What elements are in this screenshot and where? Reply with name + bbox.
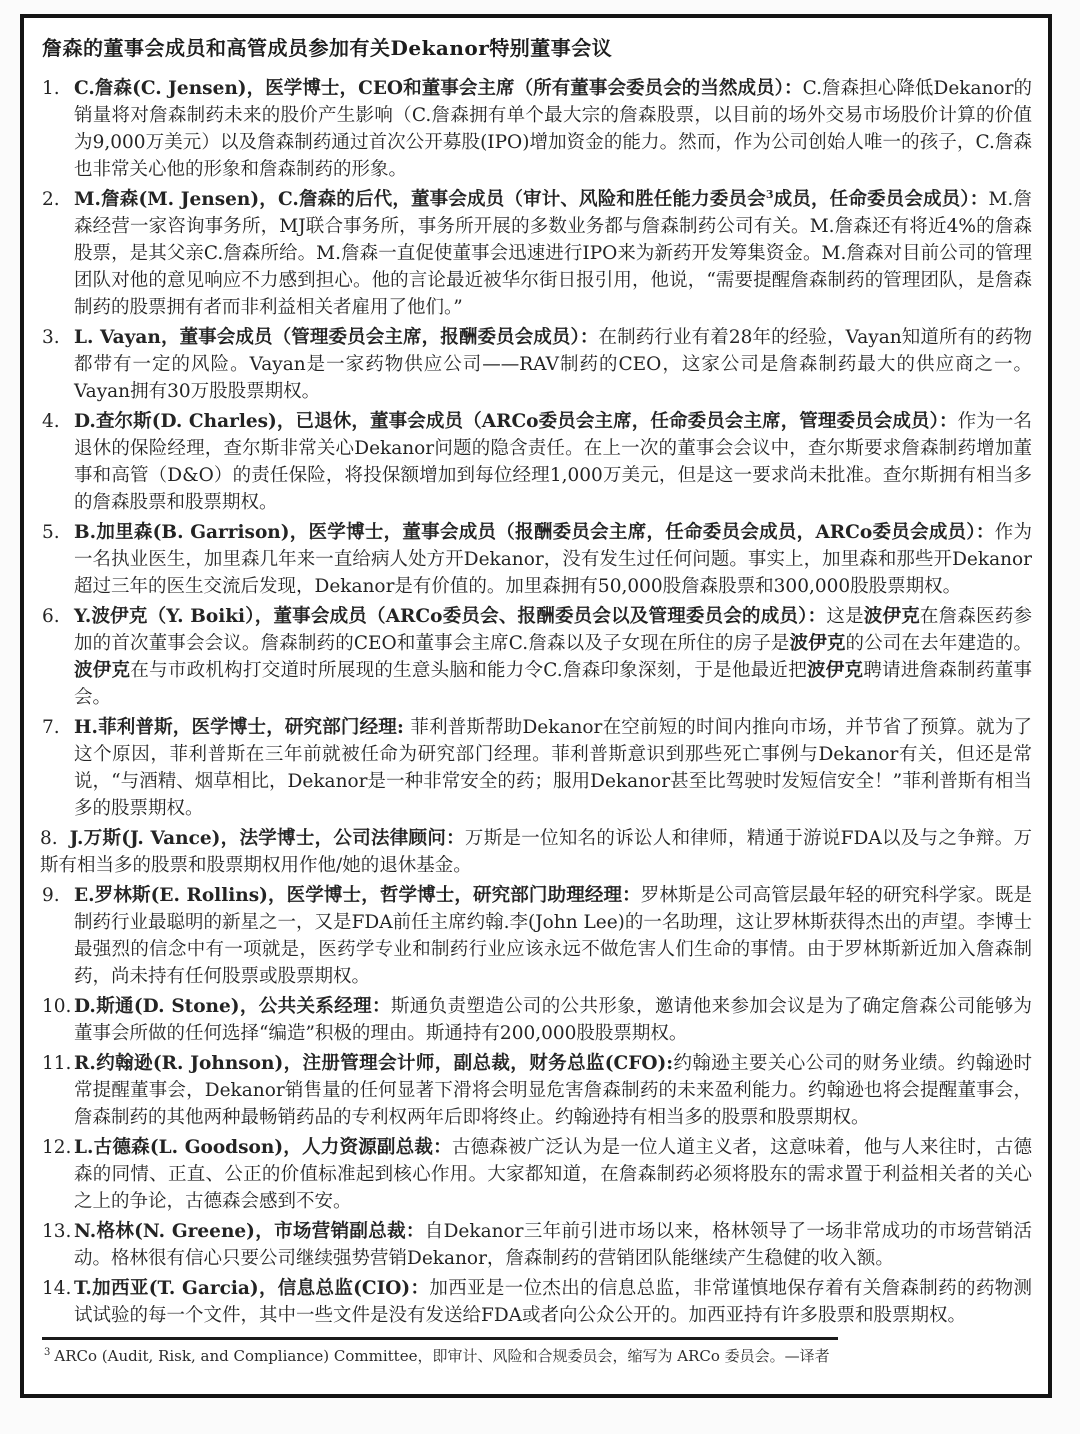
list-item bbox=[40, 1050, 1032, 1131]
list-item bbox=[40, 1275, 1032, 1329]
item-number: 10. bbox=[42, 996, 72, 1017]
document-border-frame bbox=[20, 14, 1052, 1398]
item-number: 12. bbox=[42, 1137, 72, 1158]
footnote-marker: 3 bbox=[44, 1347, 51, 1358]
list-item bbox=[40, 519, 1032, 600]
item-number: 6. bbox=[42, 606, 60, 627]
list-item bbox=[40, 882, 1032, 990]
item-number: 8. bbox=[40, 828, 58, 849]
list-item bbox=[40, 324, 1032, 405]
item-text: L. Vayan，董事会成员（管理委员会主席，报酬委员会成员）：在制药行业有着28年的经验，Vayan知道所有的药物都带有一定的风险。Vayan是一家药物供应公司——RAV制药的CEO，这家公司是詹森制药最大的供应商之一。Vayan拥有30万股股票期权。 bbox=[74, 327, 1032, 402]
item-number: 2. bbox=[42, 189, 60, 210]
list-item bbox=[40, 1134, 1032, 1215]
item-text: D.斯通(D. Stone)，公共关系经理：斯通负责塑造公司的公共形象，邀请他来参加会议是为了确定詹森公司能够为董事会所做的任何选择“编造”积极的理由。斯通持有200,000股股票期权。 bbox=[74, 996, 1033, 1044]
item-number: 7. bbox=[42, 717, 60, 738]
item-text: R.约翰逊(R. Johnson)，注册管理会计师，副总裁，财务总监(CFO):约翰逊主要关心公司的财务业绩。约翰逊时常提醒董事会，Dekanor销售量的任何显著下滑将会明显危害詹森制药的未来盈利能力。约翰逊也将会提醒董事会，詹森制药的其他两种最畅销药品的专利权两年后即将终止。约翰逊持有相当多的股票和股票期权。 bbox=[74, 1053, 1032, 1128]
footnote bbox=[44, 1345, 1032, 1367]
item-text: H.菲利普斯，医学博士，研究部门经理: 菲利普斯帮助Dekanor在空前短的时间内推向市场，并节省了预算。就为了这个原因，菲利普斯在三年前就被任命为研究部门经理。菲利普斯意识到那些死亡事例与Dekanor有关，但还是常说，“与酒精、烟草相比，Dekanor是一种非常安全的药；服用Dekanor甚至比驾驶时发短信安全！”菲利普斯有相当多的股票期权。 bbox=[74, 717, 1032, 819]
list-item bbox=[40, 408, 1032, 516]
item-text: J.万斯(J. Vance)，法学博士，公司法律顾问：万斯是一位知名的诉讼人和律师，精通于游说FDA以及与之争辩。万斯有相当多的股票和股票期权用作他/她的退休基金。 bbox=[40, 828, 1032, 876]
member-list bbox=[40, 75, 1032, 1329]
list-item bbox=[40, 603, 1032, 711]
item-number: 4. bbox=[42, 411, 60, 432]
item-text: B.加里森(B. Garrison)，医学博士，董事会成员（报酬委员会主席，任命委员会成员，ARCo委员会成员）：作为一名执业医生，加里森几年来一直给病人处方开Dekanor，没有发生过任何问题。事实上，加里森和那些开Dekanor超过三年的医生交流后发现，Dekanor是有价值的。加里森拥有50,000股詹森股票和300,000股股票期权。 bbox=[74, 522, 1032, 597]
list-item bbox=[40, 75, 1032, 183]
item-text: C.詹森(C. Jensen)，医学博士，CEO和董事会主席（所有董事会委员会的当然成员）：C.詹森担心降低Dekanor的销量将对詹森制药未来的股价产生影响（C.詹森拥有单个最大宗的詹森股票，以目前的场外交易市场股价计算的价值为9,000万美元）以及詹森制药通过首次公开募股(IPO)增加资金的能力。然而，作为公司创始人唯一的孩子，C.詹森也非常关心他的形象和詹森制药的形象。 bbox=[74, 78, 1032, 180]
item-text: N.格林(N. Greene)，市场营销副总裁：自Dekanor三年前引进市场以来，格林领导了一场非常成功的市场营销活动。格林很有信心只要公司继续强势营销Dekanor，詹森制药的营销团队能继续产生稳健的收入额。 bbox=[74, 1221, 1033, 1269]
item-text: T.加西亚(T. Garcia)，信息总监(CIO)：加西亚是一位杰出的信息总监，非常谨慎地保存着有关詹森制药的药物测试试验的每一个文件，其中一些文件是没有发送给FDA或者向公众公开的。加西亚持有许多股票和股票期权。 bbox=[74, 1278, 1033, 1326]
list-item bbox=[40, 1218, 1032, 1272]
item-number: 13. bbox=[42, 1221, 72, 1242]
item-number: 11. bbox=[42, 1053, 72, 1074]
item-number: 3. bbox=[42, 327, 60, 348]
list-item bbox=[40, 714, 1032, 822]
page-title: 詹森的董事会成员和高管成员参加有关Dekanor特别董事会议 bbox=[42, 36, 613, 60]
item-number: 1. bbox=[42, 78, 60, 99]
item-text: M.詹森(M. Jensen)，C.詹森的后代，董事会成员（审计、风险和胜任能力委员会$^3$成员，任命委员会成员）：M.詹森经营一家咨询事务所，MJ联合事务所，事务所开展的多数业务都与詹森制药公司有关。M.詹森还有将近4%的詹森股票，是其父亲C.詹森所给。M.詹森一直促使董事会迅速进行IPO来为新药开发筹集资金。M.詹森对目前公司的管理团队对他的意见响应不力感到担心。他的言论最近被华尔街日报引用，他说，“需要提醒詹森制药的管理团队，是詹森制药的股票拥有者而非利益相关者雇用了他们。” bbox=[74, 187, 1032, 318]
footnote-divider bbox=[42, 1337, 838, 1340]
item-number: 14. bbox=[42, 1278, 72, 1299]
item-text: E.罗林斯(E. Rollins)，医学博士，哲学博士，研究部门助理经理：罗林斯是公司高管层最年轻的研究科学家。既是制药行业最聪明的新星之一，又是FDA前任主席约翰.李(John Lee)的一名助理，这让罗林斯获得杰出的声望。李博士最强烈的信念中有一项就是，医药学专业和制药行业应该永远不做危害人们生命的事情。由于罗林斯新近加入詹森制药，尚未持有任何股票或股票期权。 bbox=[74, 885, 1032, 987]
list-item bbox=[40, 186, 1032, 321]
item-text: Y.波伊克（Y. Boiki），董事会成员（ARCo委员会、报酬委员会以及管理委员会的成员）：这是波伊克在詹森医药参加的首次董事会会议。詹森制药的CEO和董事会主席C.詹森以及子女现在所住的房子是波伊克的公司在去年建造的。波伊克在与市政机构打交道时所展现的生意头脑和能力令C.詹森印象深刻，于是他最近把波伊克聘请进詹森制药董事会。 bbox=[74, 606, 1032, 708]
list-item bbox=[40, 993, 1032, 1047]
item-text: L.古德森(L. Goodson)，人力资源副总裁：古德森被广泛认为是一位人道主义者，这意味着，他与人来往时，古德森的同情、正直、公正的价值标准起到核心作用。大家都知道，在詹森制药必须将股东的需求置于利益相关者的关心之上的争论，古德森会感到不安。 bbox=[74, 1137, 1032, 1212]
list-item bbox=[40, 825, 1032, 879]
item-number: 9. bbox=[42, 885, 60, 906]
item-text: D.查尔斯(D. Charles)，已退休，董事会成员（ARCo委员会主席，任命委员会主席，管理委员会成员）：作为一名退休的保险经理，查尔斯非常关心Dekanor问题的隐含责任。在上一次的董事会会议中，查尔斯要求詹森制药增加董事和高管（D&O）的责任保险，将投保额增加到每位经理1,000万美元，但是这一要求尚未批准。查尔斯拥有相当多的詹森股票和股票期权。 bbox=[74, 411, 1032, 513]
footnote-text: ARCo (Audit, Risk, and Compliance) Committee，即审计、风险和合规委员会，缩写为 ARCo 委员会。—译者 bbox=[54, 1347, 830, 1365]
item-number: 5. bbox=[42, 522, 60, 543]
